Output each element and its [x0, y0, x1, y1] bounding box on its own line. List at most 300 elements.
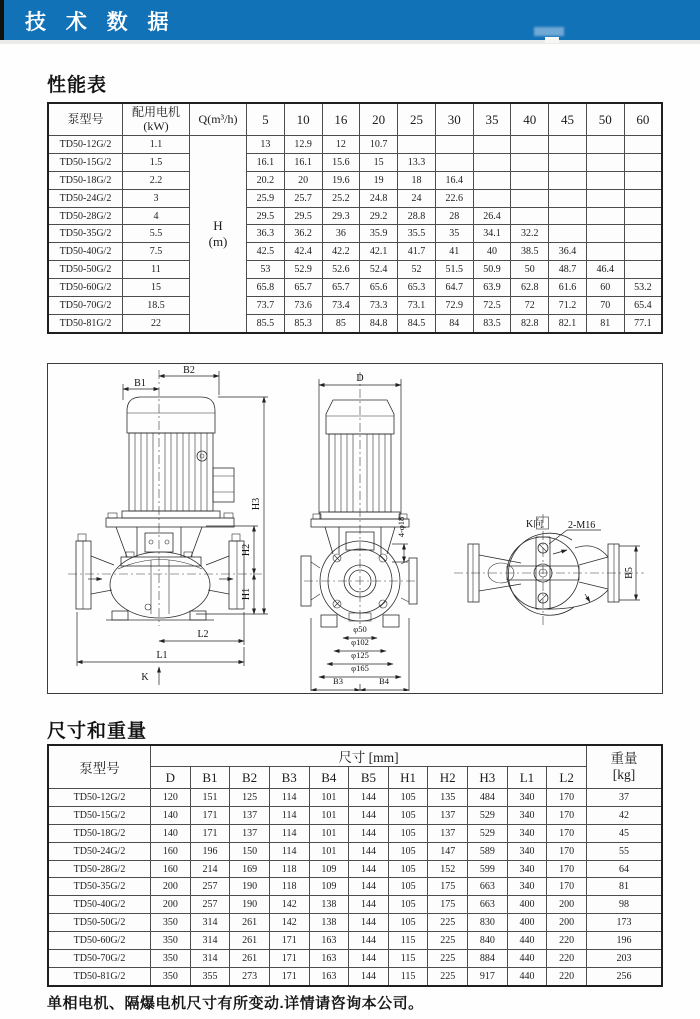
col-flow-value: 10 [284, 103, 322, 136]
dim-value-cell: 257 [190, 896, 230, 914]
dim-value-cell: 144 [349, 860, 389, 878]
head-value-cell [624, 243, 662, 261]
head-value-cell: 71.2 [549, 297, 587, 315]
head-value-cell: 73.1 [398, 297, 436, 315]
dim-value-cell: 340 [507, 842, 547, 860]
head-value-cell: 36 [322, 225, 360, 243]
col-dim: B5 [349, 767, 389, 789]
col-flow-value: 20 [360, 103, 398, 136]
head-value-cell: 22.6 [435, 189, 473, 207]
head-value-cell: 26.4 [473, 207, 511, 225]
head-value-cell: 51.5 [435, 261, 473, 279]
head-value-cell: 19 [360, 171, 398, 189]
dim-value-cell: 663 [468, 896, 508, 914]
dim-value-cell: 101 [309, 806, 349, 824]
model-cell: TD50-40G/2 [48, 896, 151, 914]
head-value-cell: 18 [398, 171, 436, 189]
dim-label-b5: B5 [624, 567, 635, 579]
head-value-cell [473, 136, 511, 154]
dim-label-b1: B1 [134, 378, 146, 389]
col-flow-value: 5 [247, 103, 285, 136]
head-value-cell: 35.5 [398, 225, 436, 243]
col-flow-value: 16 [322, 103, 360, 136]
weight-cell: 98 [587, 896, 663, 914]
dim-label-phi50: φ50 [353, 624, 367, 634]
head-value-cell: 41.7 [398, 243, 436, 261]
head-value-cell [586, 171, 624, 189]
dim-label-b3: B3 [333, 676, 343, 686]
head-value-cell: 25.2 [322, 189, 360, 207]
head-value-cell: 20 [284, 171, 322, 189]
dim-value-cell: 170 [547, 824, 587, 842]
dim-value-cell: 225 [428, 914, 468, 932]
col-model: 泵型号 [48, 103, 123, 136]
dim-value-cell: 484 [468, 789, 508, 807]
head-value-cell [624, 136, 662, 154]
dim-value-cell: 105 [388, 914, 428, 932]
weight-cell: 45 [587, 824, 663, 842]
performance-table [47, 102, 663, 334]
head-value-cell [511, 207, 549, 225]
head-value-cell: 24.8 [360, 189, 398, 207]
left-edge-mark [0, 0, 4, 40]
dim-value-cell: 257 [190, 878, 230, 896]
dim-value-cell: 118 [269, 878, 309, 896]
dim-value-cell: 114 [269, 824, 309, 842]
dim-value-cell: 340 [507, 806, 547, 824]
dim-value-cell: 220 [547, 967, 587, 985]
top-view-drawing [454, 514, 644, 628]
col-flow-value: 35 [473, 103, 511, 136]
dim-value-cell: 261 [230, 950, 270, 968]
head-value-cell: 40 [473, 243, 511, 261]
dim-value-cell: 171 [190, 824, 230, 842]
dim-value-cell: 115 [388, 932, 428, 950]
dim-label-phi165: φ165 [351, 663, 369, 673]
model-cell: TD50-15G/2 [48, 806, 151, 824]
model-cell: TD50-70G/2 [48, 297, 123, 315]
head-value-cell: 35 [435, 225, 473, 243]
model-cell: TD50-60G/2 [48, 932, 151, 950]
model-cell: TD50-81G/2 [48, 967, 151, 985]
head-value-cell [624, 207, 662, 225]
head-value-cell: 42.5 [247, 243, 285, 261]
head-value-cell: 29.3 [322, 207, 360, 225]
model-cell: TD50-28G/2 [48, 860, 151, 878]
page-title: 技 术 数 据 [25, 11, 176, 34]
dim-value-cell: 225 [428, 950, 468, 968]
head-value-cell: 85.3 [284, 314, 322, 332]
table-row [48, 860, 662, 878]
head-value-cell: 10.7 [360, 136, 398, 154]
head-value-cell: 28 [435, 207, 473, 225]
col-dim: B2 [230, 767, 270, 789]
dim-value-cell: 101 [309, 842, 349, 860]
table-row [48, 136, 662, 154]
col-flow: Q(m³/h) [190, 103, 247, 136]
dim-value-cell: 115 [388, 967, 428, 985]
dim-value-cell: 150 [230, 842, 270, 860]
table-row [48, 950, 662, 968]
head-value-cell: 35.9 [360, 225, 398, 243]
dim-value-cell: 140 [151, 806, 191, 824]
dim-value-cell: 118 [269, 860, 309, 878]
model-cell: TD50-60G/2 [48, 279, 123, 297]
head-value-cell [549, 189, 587, 207]
scan-smudge [534, 27, 564, 36]
head-value-cell: 16.4 [435, 171, 473, 189]
head-value-cell: 38.5 [511, 243, 549, 261]
dim-label-l2: L2 [197, 629, 209, 640]
col-flow-value: 40 [511, 103, 549, 136]
head-value-cell: 73.3 [360, 297, 398, 315]
power-cell: 4 [123, 207, 190, 225]
head-value-cell [549, 136, 587, 154]
head-value-cell: 36.3 [247, 225, 285, 243]
head-value-cell [586, 136, 624, 154]
head-value-cell: 65.4 [624, 297, 662, 315]
model-cell: TD50-12G/2 [48, 136, 123, 154]
weight-cell: 256 [587, 967, 663, 985]
dim-value-cell: 144 [349, 932, 389, 950]
dim-value-cell: 200 [151, 878, 191, 896]
dim-value-cell: 599 [468, 860, 508, 878]
power-cell: 1.1 [123, 136, 190, 154]
head-value-cell: 41 [435, 243, 473, 261]
dim-label-b2: B2 [183, 365, 195, 376]
head-value-cell: 52.9 [284, 261, 322, 279]
dim-label-4phi18: 4-φ18 [396, 516, 406, 538]
dim-value-cell: 135 [428, 789, 468, 807]
dim-value-cell: 170 [547, 842, 587, 860]
head-value-cell [549, 153, 587, 171]
table-row [48, 279, 662, 297]
head-value-cell [511, 136, 549, 154]
model-cell: TD50-24G/2 [48, 189, 123, 207]
head-value-cell: 72.5 [473, 297, 511, 315]
dim-label-phi125: φ125 [351, 650, 369, 660]
head-value-cell [511, 171, 549, 189]
table-row [48, 225, 662, 243]
dim-value-cell: 440 [507, 967, 547, 985]
dim-value-cell: 200 [151, 896, 191, 914]
head-value-cell [586, 207, 624, 225]
dim-value-cell: 114 [269, 789, 309, 807]
head-value-cell [511, 189, 549, 207]
dim-value-cell: 840 [468, 932, 508, 950]
dim-value-cell: 105 [388, 896, 428, 914]
dim-value-cell: 144 [349, 824, 389, 842]
head-value-cell: 65.8 [247, 279, 285, 297]
head-value-cell: 84.8 [360, 314, 398, 332]
table-row [48, 243, 662, 261]
head-value-cell [549, 207, 587, 225]
head-value-cell: 72 [511, 297, 549, 315]
power-cell: 2.2 [123, 171, 190, 189]
table-row [48, 896, 662, 914]
head-value-cell: 16.1 [284, 153, 322, 171]
head-value-cell: 36.4 [549, 243, 587, 261]
col-model: 泵型号 [48, 745, 151, 789]
dim-value-cell: 355 [190, 967, 230, 985]
model-cell: TD50-50G/2 [48, 914, 151, 932]
head-value-cell [586, 153, 624, 171]
head-value-cell: 46.4 [586, 261, 624, 279]
footer-note: 单相电机、隔爆电机尺寸有所变动.详情请咨询本公司。 [47, 995, 424, 1012]
head-value-cell: 53 [247, 261, 285, 279]
dim-value-cell: 144 [349, 950, 389, 968]
dim-value-cell: 170 [547, 806, 587, 824]
dimensions-table [47, 744, 663, 987]
col-dim: L1 [507, 767, 547, 789]
head-value-cell: 29.5 [247, 207, 285, 225]
head-value-cell: 15 [360, 153, 398, 171]
head-value-cell [473, 189, 511, 207]
dim-value-cell: 169 [230, 860, 270, 878]
weight-cell: 203 [587, 950, 663, 968]
head-value-cell: 42.1 [360, 243, 398, 261]
power-cell: 7.5 [123, 243, 190, 261]
head-value-cell: 42.2 [322, 243, 360, 261]
head-value-cell: 42.4 [284, 243, 322, 261]
dim-value-cell: 314 [190, 932, 230, 950]
dim-value-cell: 137 [230, 824, 270, 842]
model-cell: TD50-35G/2 [48, 225, 123, 243]
head-value-cell: 52 [398, 261, 436, 279]
power-cell: 18.5 [123, 297, 190, 315]
dim-value-cell: 144 [349, 806, 389, 824]
dim-value-cell: 144 [349, 896, 389, 914]
head-value-cell: 12.9 [284, 136, 322, 154]
dim-value-cell: 163 [309, 967, 349, 985]
head-unit-cell: H (m) [190, 136, 247, 333]
table-row [48, 153, 662, 171]
dim-value-cell: 589 [468, 842, 508, 860]
head-value-cell: 63.9 [473, 279, 511, 297]
head-value-cell [586, 189, 624, 207]
dim-value-cell: 214 [190, 860, 230, 878]
head-value-cell: 32.2 [511, 225, 549, 243]
head-value-cell [586, 225, 624, 243]
head-value-cell: 52.4 [360, 261, 398, 279]
dim-value-cell: 190 [230, 896, 270, 914]
pump-drawing-box [47, 363, 663, 694]
head-value-cell: 83.5 [473, 314, 511, 332]
model-cell: TD50-81G/2 [48, 314, 123, 332]
head-value-cell: 72.9 [435, 297, 473, 315]
dim-value-cell: 138 [309, 914, 349, 932]
model-cell: TD50-70G/2 [48, 950, 151, 968]
scan-notch [545, 37, 559, 43]
dim-label-2m16: 2-M16 [568, 520, 596, 531]
head-value-cell: 52.6 [322, 261, 360, 279]
dim-value-cell: 196 [190, 842, 230, 860]
dim-value-cell: 220 [547, 950, 587, 968]
head-value-cell: 62.8 [511, 279, 549, 297]
head-value-cell: 48.7 [549, 261, 587, 279]
dim-value-cell: 261 [230, 914, 270, 932]
table-row [48, 878, 662, 896]
col-flow-value: 45 [549, 103, 587, 136]
dim-value-cell: 105 [388, 860, 428, 878]
dim-value-cell: 884 [468, 950, 508, 968]
dim-value-cell: 170 [547, 789, 587, 807]
weight-cell: 173 [587, 914, 663, 932]
dim-value-cell: 105 [388, 806, 428, 824]
table-row [48, 171, 662, 189]
head-value-cell: 15.6 [322, 153, 360, 171]
head-value-cell: 24 [398, 189, 436, 207]
dim-value-cell: 190 [230, 878, 270, 896]
head-value-cell: 65.7 [322, 279, 360, 297]
head-value-cell: 29.5 [284, 207, 322, 225]
dim-value-cell: 340 [507, 860, 547, 878]
table-row [48, 314, 662, 332]
head-value-cell: 73.7 [247, 297, 285, 315]
pump-technical-drawing [48, 364, 660, 691]
model-cell: TD50-24G/2 [48, 842, 151, 860]
col-motor: 配用电机 (kW) [123, 103, 190, 136]
dim-label-h1: H1 [241, 587, 252, 601]
head-value-cell: 65.3 [398, 279, 436, 297]
head-value-cell: 82.8 [511, 314, 549, 332]
dim-value-cell: 663 [468, 878, 508, 896]
col-weight: 重量 [kg] [587, 745, 663, 789]
head-value-cell [624, 225, 662, 243]
model-cell: TD50-28G/2 [48, 207, 123, 225]
col-dim: B4 [309, 767, 349, 789]
dim-value-cell: 142 [269, 914, 309, 932]
dim-value-cell: 142 [269, 896, 309, 914]
head-value-cell: 82.1 [549, 314, 587, 332]
model-cell: TD50-50G/2 [48, 261, 123, 279]
power-cell: 3 [123, 189, 190, 207]
dim-value-cell: 440 [507, 950, 547, 968]
table-row [48, 207, 662, 225]
col-dim: B3 [269, 767, 309, 789]
table-row [48, 806, 662, 824]
dim-value-cell: 101 [309, 789, 349, 807]
head-value-cell: 13 [247, 136, 285, 154]
dim-value-cell: 137 [230, 806, 270, 824]
head-value-cell [624, 189, 662, 207]
dim-value-cell: 105 [388, 824, 428, 842]
dim-value-cell: 163 [309, 932, 349, 950]
dim-value-cell: 152 [428, 860, 468, 878]
head-value-cell: 84 [435, 314, 473, 332]
dim-value-cell: 314 [190, 950, 230, 968]
weight-cell: 37 [587, 789, 663, 807]
dim-value-cell: 147 [428, 842, 468, 860]
dim-value-cell: 350 [151, 950, 191, 968]
table-row [48, 789, 662, 807]
col-dim: L2 [547, 767, 587, 789]
dim-value-cell: 160 [151, 860, 191, 878]
dim-value-cell: 171 [269, 967, 309, 985]
view-label-k: K向 [526, 519, 544, 530]
head-value-cell [586, 243, 624, 261]
head-value-cell: 85.5 [247, 314, 285, 332]
dim-value-cell: 125 [230, 789, 270, 807]
dim-value-cell: 225 [428, 932, 468, 950]
dim-value-cell: 314 [190, 914, 230, 932]
head-value-cell: 73.6 [284, 297, 322, 315]
dim-value-cell: 105 [388, 789, 428, 807]
dimensions-section-title: 尺寸和重量 [47, 721, 148, 742]
model-cell: TD50-35G/2 [48, 878, 151, 896]
head-value-cell: 13.3 [398, 153, 436, 171]
dim-value-cell: 350 [151, 914, 191, 932]
head-value-cell: 20.2 [247, 171, 285, 189]
head-value-cell: 19.6 [322, 171, 360, 189]
head-value-cell [549, 171, 587, 189]
weight-cell: 81 [587, 878, 663, 896]
dim-value-cell: 109 [309, 860, 349, 878]
dim-label-k: K [141, 672, 149, 683]
dim-value-cell: 160 [151, 842, 191, 860]
dim-value-cell: 109 [309, 878, 349, 896]
model-cell: TD50-15G/2 [48, 153, 123, 171]
head-value-cell: 73.4 [322, 297, 360, 315]
weight-cell: 55 [587, 842, 663, 860]
col-size-group: 尺寸 [mm] [151, 745, 587, 767]
table-row [48, 297, 662, 315]
dim-value-cell: 175 [428, 896, 468, 914]
weight-cell: 196 [587, 932, 663, 950]
dim-value-cell: 350 [151, 932, 191, 950]
weight-cell: 64 [587, 860, 663, 878]
head-value-cell [549, 225, 587, 243]
col-dim: D [151, 767, 191, 789]
dim-label-h2: H2 [241, 543, 252, 557]
head-value-cell: 53.2 [624, 279, 662, 297]
model-cell: TD50-18G/2 [48, 824, 151, 842]
table-row [48, 824, 662, 842]
dim-value-cell: 137 [428, 806, 468, 824]
head-value-cell: 25.9 [247, 189, 285, 207]
dim-value-cell: 400 [507, 914, 547, 932]
dim-value-cell: 151 [190, 789, 230, 807]
dim-value-cell: 340 [507, 878, 547, 896]
head-value-cell: 84.5 [398, 314, 436, 332]
head-value-cell [435, 136, 473, 154]
model-cell: TD50-12G/2 [48, 789, 151, 807]
head-value-cell [473, 171, 511, 189]
dim-value-cell: 137 [428, 824, 468, 842]
head-value-cell: 64.7 [435, 279, 473, 297]
dim-value-cell: 170 [547, 860, 587, 878]
head-value-cell: 34.1 [473, 225, 511, 243]
head-value-cell: 85 [322, 314, 360, 332]
head-value-cell [624, 261, 662, 279]
power-cell: 1.5 [123, 153, 190, 171]
table-row [48, 842, 662, 860]
head-value-cell: 65.6 [360, 279, 398, 297]
front-view-drawing [68, 365, 268, 685]
col-dim: H1 [388, 767, 428, 789]
dim-header-row-1 [48, 745, 662, 767]
dim-value-cell: 171 [190, 806, 230, 824]
col-flow-value: 25 [398, 103, 436, 136]
dim-value-cell: 163 [309, 950, 349, 968]
head-value-cell: 50.9 [473, 261, 511, 279]
head-value-cell [624, 171, 662, 189]
dim-value-cell: 200 [547, 896, 587, 914]
weight-cell: 42 [587, 806, 663, 824]
dim-value-cell: 101 [309, 824, 349, 842]
head-value-cell: 77.1 [624, 314, 662, 332]
dim-label-b4: B4 [379, 676, 389, 686]
